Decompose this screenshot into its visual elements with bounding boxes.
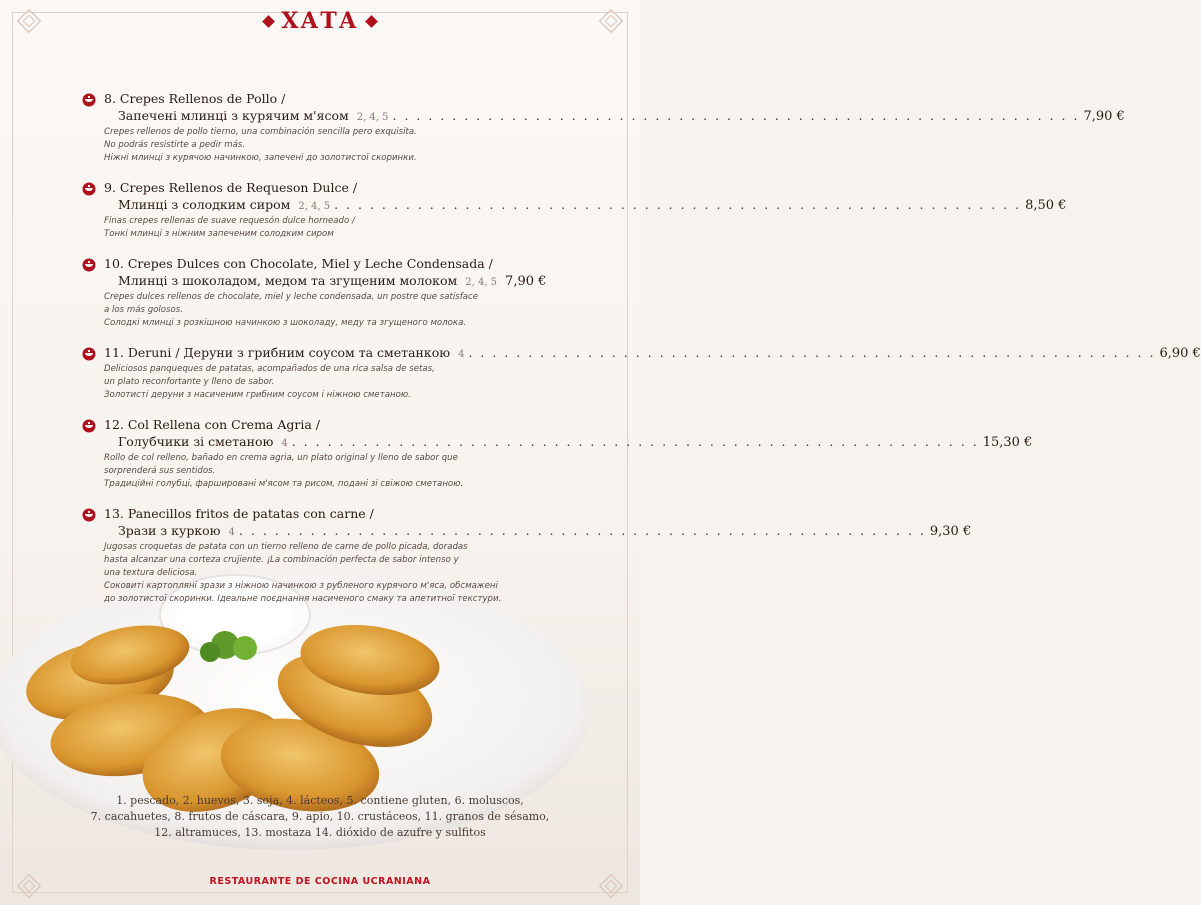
menu-item <box>82 344 1201 402</box>
dot-leader: . . . . . . . . . . . . . . . . . . . . . . . . . . . . . . . . . . . . . . . . . . . . . . . . . . . . . . . . . . <box>468 345 1156 360</box>
description-es: Crepes dulces rellenos de chocolate, miel y leche condensada, un postre que satisface <box>104 292 479 302</box>
description-es: No podrás resistirte a pedir más. <box>104 140 246 150</box>
dish-allergens: 4 <box>228 527 235 538</box>
description-ua: Тонкі млинці з ніжним запеченим солодким сиром <box>104 229 334 239</box>
bowl-icon <box>82 181 96 195</box>
bowl-icon <box>82 346 96 360</box>
restaurant-name: ХАТА <box>281 8 359 34</box>
menu-items <box>82 90 1201 620</box>
dot-leader: . . . . . . . . . . . . . . . . . . . . . . . . . . . . . . . . . . . . . . . . . . . . . . . . . . . . . . . . . . <box>392 108 1080 123</box>
dish-allergens: 4 <box>281 438 288 449</box>
dish-description <box>104 363 538 402</box>
bowl-icon <box>82 257 96 271</box>
allergens-line: 12. altramuces, 13. mostaza 14. dióxido de azufre y sulfitos <box>154 826 486 839</box>
dot-leader: . . . . . . . . . . . . . . . . . . . . . . . . . . . . . . . . . . . . . . . . . . . . . . . . . . . . . . . . . . <box>238 523 926 538</box>
description-ua: Соковиті картопляні зрази з ніжною начинкою з рубленого курячого м'яса, обсмажені <box>104 581 498 591</box>
description-es: Finas crepes rellenas de suave requesón dulce horneado / <box>104 216 355 226</box>
dish-allergens: 4 <box>458 349 465 360</box>
dish-price: 9,30 € <box>929 524 972 539</box>
allergens-line: 1. pescado, 2. huevos, 3. soja, 4. lácteos, 5. contiene gluten, 6. moluscos, <box>116 794 524 807</box>
dish-name-ua: Голубчики зі сметаною <box>118 434 274 449</box>
description-es: Rollo de col relleno, bañado en crema agria, un plato original y lleno de sabor que <box>104 453 458 463</box>
dish-name-ua: Зрази з куркою <box>118 523 221 538</box>
description-ua: Солодкі млинці з розкішною начинкою з шоколаду, меду та згущеного молока. <box>104 318 467 328</box>
dish-name-ua: Запечені млинці з курячим м'ясом <box>118 108 349 123</box>
dish-description <box>104 541 538 606</box>
dish-allergens: 2, 4, 5 <box>465 277 498 288</box>
dish-title: 12. Col Rellena con Crema Agria / <box>104 417 320 432</box>
diamond-icon <box>365 15 378 28</box>
dish-title: 13. Panecillos fritos de patatas con carne / <box>104 506 374 521</box>
description-es: Crepes rellenos de pollo tierno, una combinación sencilla pero exquisita. <box>104 127 417 137</box>
description-es: Jugosas croquetas de patata con un tierno relleno de carne de pollo picada, doradas <box>104 542 468 552</box>
allergens-legend <box>0 793 640 841</box>
dot-leader: . . . . . . . . . . . . . . . . . . . . . . . . . . . . . . . . . . . . . . . . . . . . . . . . . . . . . . . . . . <box>291 434 979 449</box>
description-es: Deliciosos panqueques de patatas, acompañados de una rica salsa de setas, <box>104 364 435 374</box>
menu-item <box>82 505 972 606</box>
dish-name-ua: Млинці з шоколадом, медом та згущеним молоком <box>118 273 458 288</box>
bowl-icon <box>82 418 96 432</box>
menu-item <box>82 416 1033 491</box>
dish-description <box>104 215 538 241</box>
dish-price: 8,50 € <box>1025 198 1067 213</box>
description-es: sorprenderá sus sentidos. <box>104 466 216 476</box>
dish-price: 7,90 € <box>505 274 547 289</box>
header <box>0 8 640 34</box>
footer-tagline: RESTAURANTE DE COCINA UCRANIANA <box>209 876 431 887</box>
dish-price: 15,30 € <box>982 435 1033 450</box>
diamond-icon <box>262 15 275 28</box>
dish-price: 7,90 € <box>1083 109 1125 124</box>
bowl-icon <box>82 92 96 106</box>
dish-allergens: 2, 4, 5 <box>356 112 389 123</box>
description-ua: до золотистої скоринки. Ідеальне поєднання насиченого смаку та апетитної текстури. <box>104 594 502 604</box>
description-ua: Традиційні голубці, фаршировані м'ясом та рисом, подані зі свіжою сметаною. <box>104 479 464 489</box>
bowl-icon <box>82 507 96 521</box>
dish-price: 6,90 € <box>1159 346 1201 361</box>
dish-title: 10. Crepes Dulces con Chocolate, Miel y Leche Condensada / <box>104 256 493 271</box>
description-ua: Золотисті деруни з насиченим грибним соусом і ніжною сметаною. <box>104 390 411 400</box>
description-es: una textura deliciosa. <box>104 568 198 578</box>
dish-description <box>104 126 538 165</box>
dot-leader: . . . . . . . . . . . . . . . . . . . . . . . . . . . . . . . . . . . . . . . . . . . . . . . . . . . . . . . . . . <box>334 197 1022 212</box>
menu-item <box>82 255 547 330</box>
menu-item <box>82 179 1067 241</box>
description-es: a los más golosos. <box>104 305 184 315</box>
dish-name-ua: Млинці з солодким сиром <box>118 197 291 212</box>
dish-description <box>104 452 538 491</box>
description-es: un plato reconfortante y lleno de sabor. <box>104 377 275 387</box>
description-ua: Ніжні млинці з курячою начинкою, запечені до золотистої скоринки. <box>104 153 417 163</box>
dish-title: 11. Deruni / Деруни з грибним соусом та сметанкою <box>104 345 451 360</box>
description-es: hasta alcanzar una corteza crujiente. ¡La combinación perfecta de sabor intenso y <box>104 555 459 565</box>
allergens-line: 7. cacahuetes, 8. frutos de cáscara, 9. apio, 10. crustáceos, 11. granos de sésamo, <box>90 810 550 823</box>
menu-item <box>82 90 1125 165</box>
restaurant-logo <box>264 8 375 34</box>
dish-description <box>104 291 538 330</box>
dish-title: 8. Crepes Rellenos de Pollo / <box>104 91 286 106</box>
dish-allergens: 2, 4, 5 <box>298 201 331 212</box>
dish-title: 9. Crepes Rellenos de Requeson Dulce / <box>104 180 358 195</box>
